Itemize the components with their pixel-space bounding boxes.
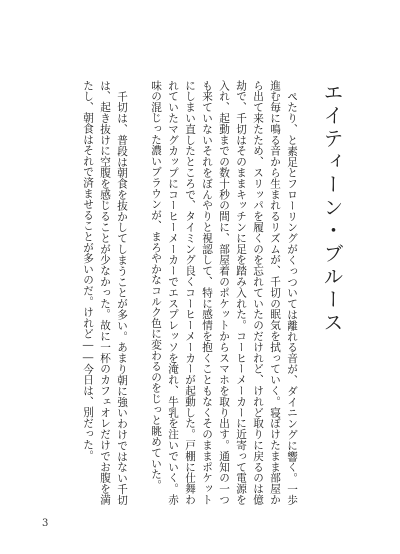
- paragraph-1: ぺたり、と素足とフローリングがくっついては離れる音が、ダイニングに響く。一歩進む毎に鳴る音から生まれるリズムが、千切の眠気を拭っていく。寝ぼけたまま部屋から出て来たため、スリッパを履くのを忘れていたのだけれど、けれど取りに戻るのは億劫で、千切はそのままキッチンに足を踏み入れた。コーヒーメーカーに近寄って電源を入れ、起動までの数十秒の間に、部屋着のポケットからスマホを取り出す。通知の一つも来ていないそれをぼんやりと視認して、特に感情を抱くこともなくそのままポケットにしまい直したところで、タイミング良くコーヒーメーカーが起動した。戸棚に仕舞われていたマグカップにコーヒーメーカーでエスプレッソを淹れ、牛乳を注いでいく。赤味の混じった濃いブラウンが、まろやかなコルク色に変わるのをじっと眺めていた。: [150, 80, 298, 505]
- page-number: 3: [42, 518, 49, 529]
- paragraph-2: 千切は、普段は朝食を抜かしてしまうことが多い。あまり朝に強いわけではない千切は、起き抜けに空腹を感じることが少なかった。故に一杯のカフェオレだけでお腹を満たし、朝食はそれで済ませることが多いのだ。けれど――今日は、別だった。: [82, 80, 128, 505]
- story-title: エイティーン・ブルース: [320, 82, 344, 335]
- body-text: [30, 80, 300, 505]
